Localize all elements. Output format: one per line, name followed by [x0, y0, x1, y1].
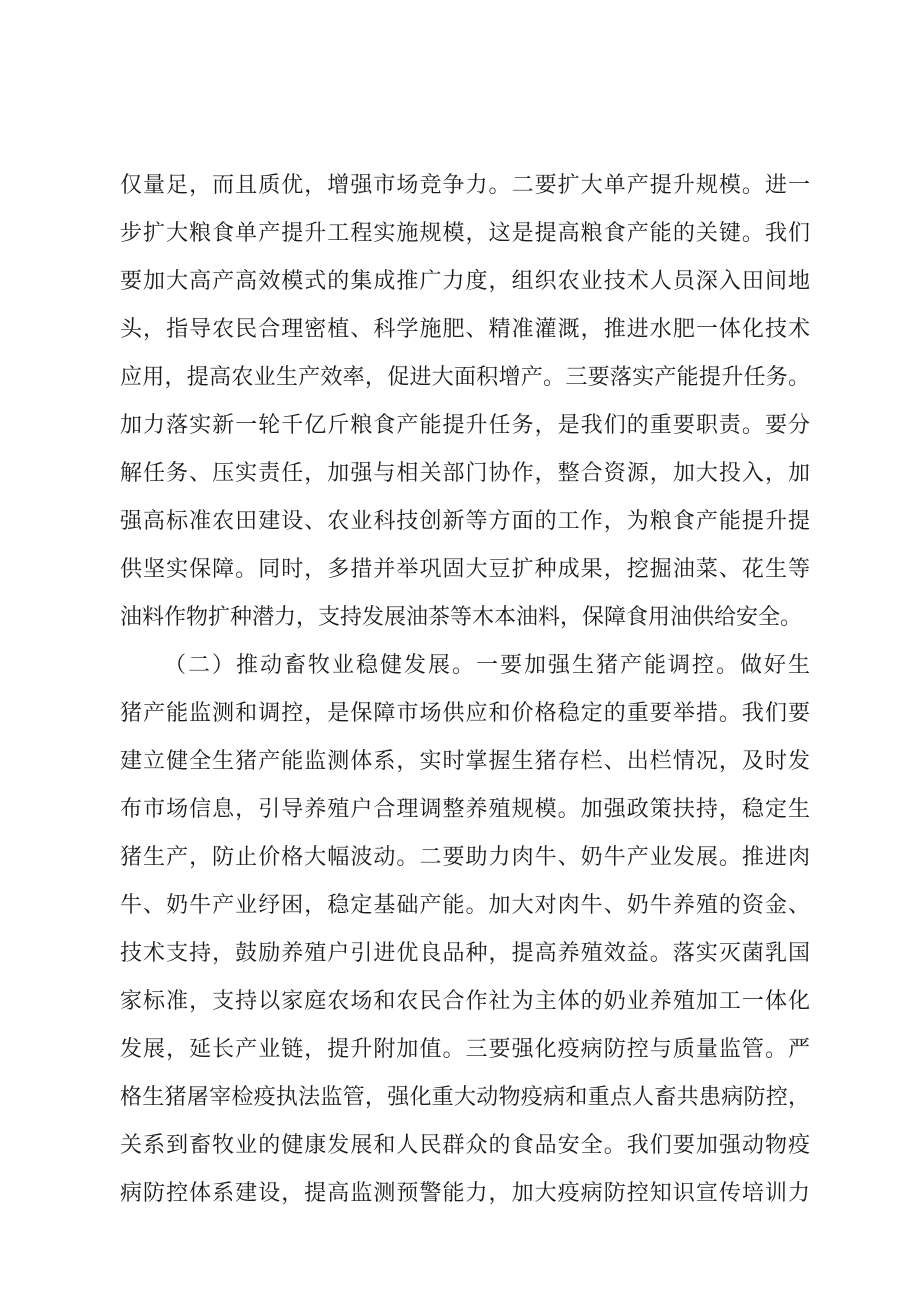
text-line: 油料作物扩种潜力，支持发展油茶等木本油料，保障食用油供给安全。 — [120, 605, 803, 630]
text-line: 应用，提高农业生产效率，促进大面积增产。三要落实产能提升任务。 — [120, 365, 810, 390]
text-line: 加力落实新一轮千亿斤粮食产能提升任务，是我们的重要职责。要分 — [120, 413, 810, 438]
text-line: 关系到畜牧业的健康发展和人民群众的食品安全。我们要加强动物疫 — [120, 1133, 810, 1158]
text-line: 发展，延长产业链，提升附加值。三要强化疫病防控与质量监管。严 — [120, 1037, 810, 1062]
text-line: 解任务、压实责任，加强与相关部门协作，整合资源，加大投入，加 — [120, 461, 810, 486]
text-line: 供坚实保障。同时，多措并举巩固大豆扩种成果，挖掘油菜、花生等 — [120, 557, 810, 582]
section-heading-line: （二）推动畜牧业稳健发展。一要加强生猪产能调控。做好生 — [164, 653, 810, 678]
text-line: 头，指导农民合理密植、科学施肥、精准灌溉，推进水肥一体化技术 — [120, 317, 810, 342]
text-line: 强高标准农田建设、农业科技创新等方面的工作，为粮食产能提升提 — [120, 509, 810, 534]
text-line: 要加大高产高效模式的集成推广力度，组织农业技术人员深入田间地 — [120, 269, 810, 294]
text-line: 格生猪屠宰检疫执法监管，强化重大动物疫病和重点人畜共患病防控， — [120, 1085, 810, 1110]
text-line: 牛、奶牛产业纾困，稳定基础产能。加大对肉牛、奶牛养殖的资金、 — [120, 893, 810, 918]
text-line: 步扩大粮食单产提升工程实施规模，这是提高粮食产能的关键。我们 — [120, 221, 810, 246]
text-line: 猪产能监测和调控，是保障市场供应和价格稳定的重要举措。我们要 — [120, 701, 810, 726]
text-line: 仅量足，而且质优，增强市场竞争力。二要扩大单产提升规模。进一 — [120, 173, 810, 198]
body-text — [120, 162, 810, 1218]
text-line: 病防控体系建设，提高监测预警能力，加大疫病防控知识宣传培训力 — [120, 1181, 810, 1206]
text-line: 技术支持，鼓励养殖户引进优良品种，提高养殖效益。落实灭菌乳国 — [120, 941, 810, 966]
text-line: 猪生产，防止价格大幅波动。二要助力肉牛、奶牛产业发展。推进肉 — [120, 845, 810, 870]
text-line: 布市场信息，引导养殖户合理调整养殖规模。加强政策扶持，稳定生 — [120, 797, 810, 822]
text-line: 建立健全生猪产能监测体系，实时掌握生猪存栏、出栏情况，及时发 — [120, 749, 810, 774]
text-line: 家标准，支持以家庭农场和农民合作社为主体的奶业养殖加工一体化 — [120, 989, 810, 1014]
